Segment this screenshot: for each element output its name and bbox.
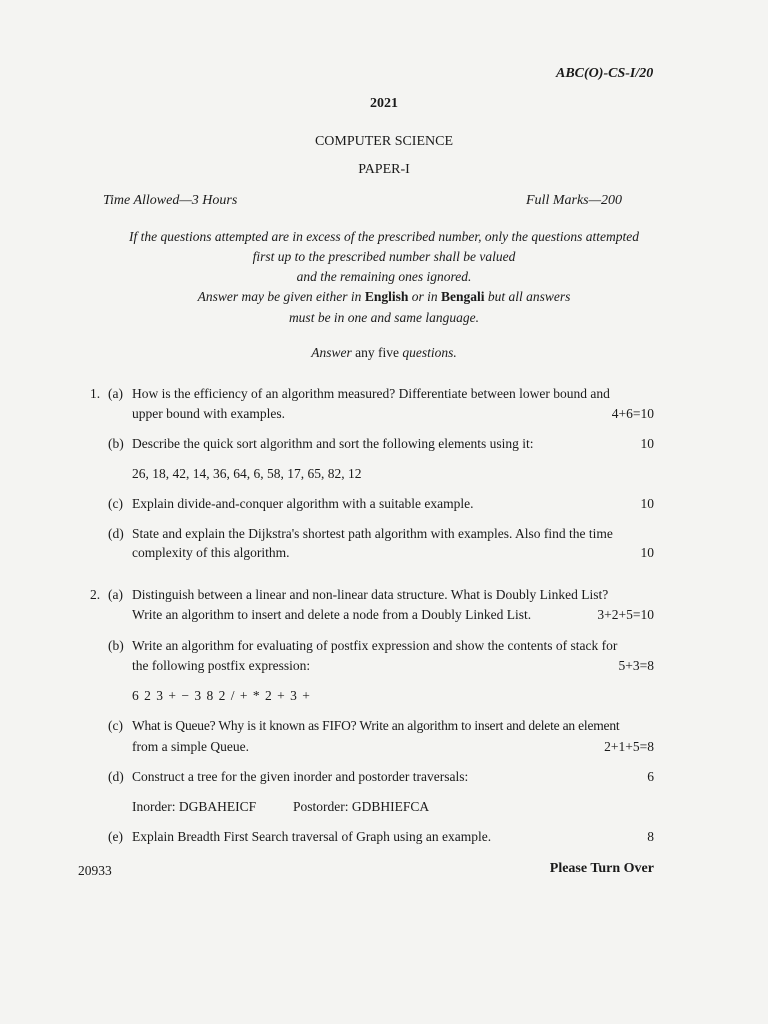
- question-1-number: 1.: [90, 386, 101, 401]
- instruction-text: or in: [408, 289, 441, 304]
- language-bengali: Bengali: [440, 289, 485, 304]
- instruction-text: but all answers: [484, 289, 571, 304]
- q2e-line-1: Explain Breadth First Search traversal of Graph using an example.: [132, 829, 492, 844]
- q2d-postorder: Postorder: GDBHIEFCA: [293, 799, 430, 814]
- question-2-number: 2.: [90, 587, 101, 602]
- paper-title: PAPER-I: [358, 162, 410, 177]
- time-allowed: Time Allowed—3 Hours: [103, 193, 238, 208]
- q1c-line-1: Explain divide-and-conquer algorithm with a suitable example.: [132, 496, 474, 511]
- instruction-line-3: and the remaining ones ignored.: [296, 269, 472, 284]
- q2c-marks: 2+1+5=8: [604, 739, 654, 754]
- instruction-text: Answer may be given either in: [197, 289, 365, 304]
- q2a-label: (a): [108, 587, 123, 602]
- q1d-label: (d): [108, 526, 124, 541]
- q2d-inorder: Inorder: DGBAHEICF: [132, 799, 257, 814]
- q1a-line-1: How is the efficiency of an algorithm measured? Differentiate between lower bound and: [132, 386, 610, 401]
- q2a-line-1: Distinguish between a linear and non-linear data structure. What is Doubly Linked List?: [132, 587, 609, 602]
- q2d-label: (d): [108, 769, 124, 784]
- paper-code: ABC(O)-CS-I/20: [556, 66, 654, 81]
- q1c-marks: 10: [640, 496, 654, 511]
- q1c-label: (c): [108, 496, 123, 511]
- q2d-marks: 6: [647, 769, 654, 784]
- q2b-marks: 5+3=8: [618, 658, 654, 673]
- q2e-label: (e): [108, 829, 123, 844]
- q1a-line-2: upper bound with examples.: [132, 406, 285, 421]
- q2b-line-2: the following postfix expression:: [132, 658, 311, 673]
- exam-year: 2021: [370, 96, 398, 111]
- q1d-line-1: State and explain the Dijkstra's shortest path algorithm with examples. Also find the time: [132, 526, 613, 541]
- q1b-label: (b): [108, 436, 124, 451]
- q2c-label: (c): [108, 718, 123, 733]
- q2a-line-2: Write an algorithm to insert and delete a node from a Doubly Linked List.: [132, 607, 532, 622]
- answer-instruction: [0, 345, 768, 361]
- instruction-line-5: must be in one and same language.: [288, 310, 480, 325]
- q1a-marks: 4+6=10: [611, 406, 654, 421]
- q1b-data: 26, 18, 42, 14, 36, 64, 6, 58, 17, 65, 82, 12: [132, 466, 362, 481]
- instruction-line-2: first up to the prescribed number shall be valued: [252, 249, 516, 264]
- please-turn-over: Please Turn Over: [549, 861, 654, 876]
- any-five: any five: [351, 345, 403, 360]
- q2c-line-2: from a simple Queue.: [132, 739, 249, 754]
- instruction-line-4: [0, 289, 768, 305]
- subject-title: COMPUTER SCIENCE: [314, 134, 454, 149]
- q1d-marks: 10: [640, 545, 654, 560]
- q2b-label: (b): [108, 638, 124, 653]
- instruction-line-1: If the questions attempted are in excess of the prescribed number, only the questions attempted: [128, 229, 640, 244]
- q2e-marks: 8: [647, 829, 654, 844]
- q2c-line-1: What is Queue? Why is it known as FIFO? Write an algorithm to insert and delete an element: [132, 718, 620, 733]
- q1b-marks: 10: [640, 436, 654, 451]
- q2a-marks: 3+2+5=10: [597, 607, 654, 622]
- questions-word: questions.: [402, 345, 457, 360]
- q2b-expression: 6 2 3 + − 3 8 2 / + * 2 + 3 +: [132, 688, 311, 703]
- language-english: English: [364, 289, 409, 304]
- page-code: 20933: [78, 863, 112, 878]
- q1b-line-1: Describe the quick sort algorithm and sort the following elements using it:: [132, 436, 534, 451]
- q2d-line-1: Construct a tree for the given inorder and postorder traversals:: [132, 769, 469, 784]
- q2b-line-1: Write an algorithm for evaluating of postfix expression and show the contents of stack for: [132, 638, 618, 653]
- answer-word: Answer: [311, 345, 352, 360]
- q1d-line-2: complexity of this algorithm.: [132, 545, 290, 560]
- full-marks: Full Marks—200: [526, 193, 623, 208]
- q1a-label: (a): [108, 386, 123, 401]
